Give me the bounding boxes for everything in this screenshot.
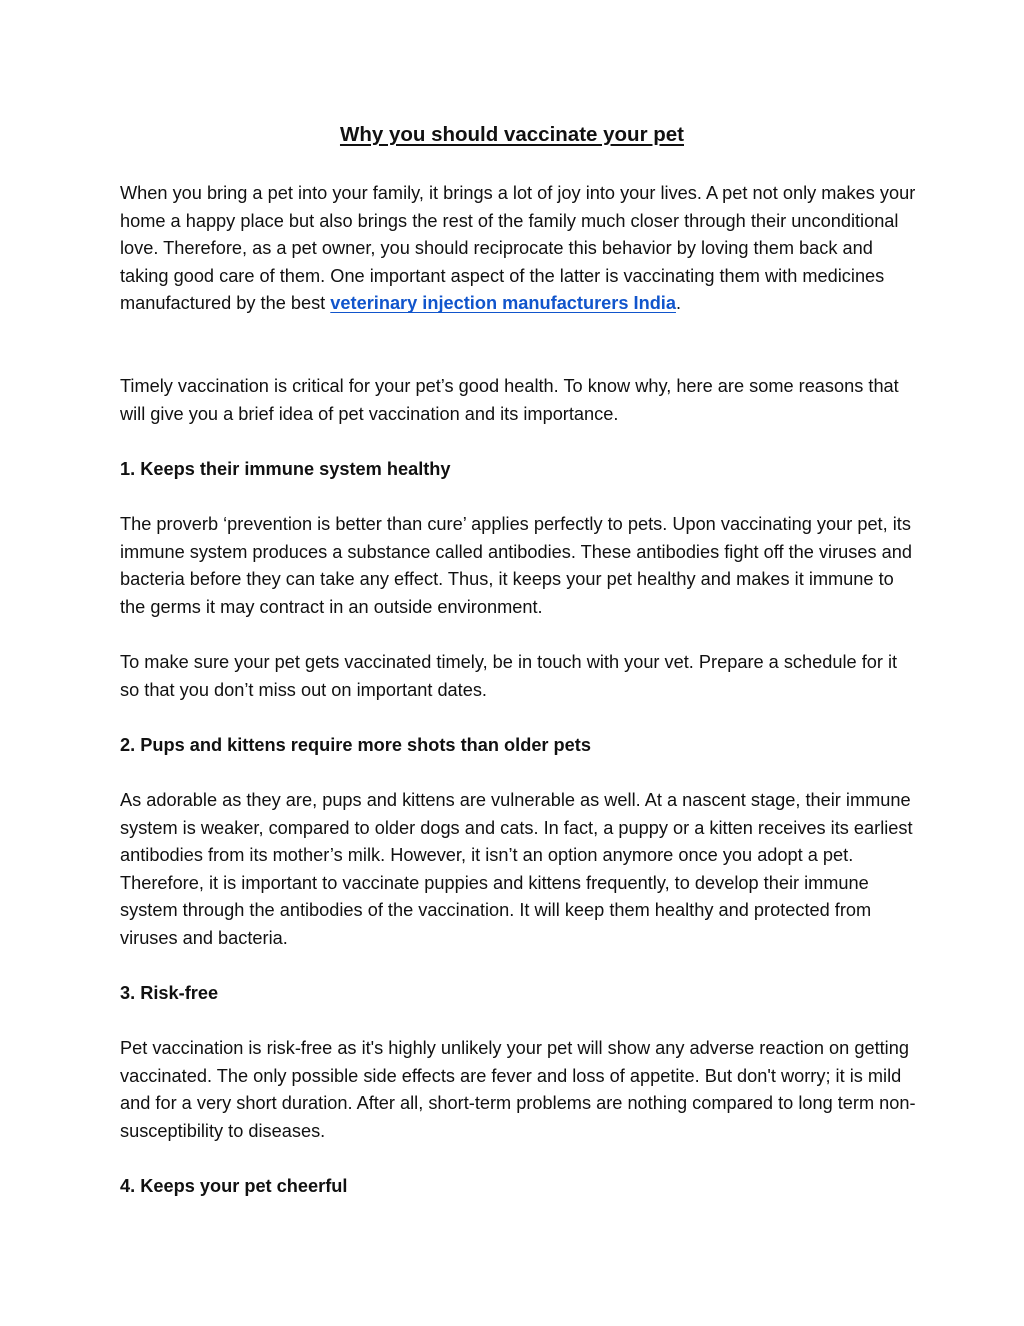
section1-paragraph-2: To make sure your pet gets vaccinated timely, be in touch with your vet. Prepare a schedule for it so that you don’t miss out on important dates. — [120, 652, 898, 700]
section-heading-immune-system: 1. Keeps their immune system healthy — [120, 459, 451, 479]
intro-paragraph — [120, 180, 920, 318]
page-title: Why you should vaccinate your pet — [339, 123, 684, 146]
intro-text: When you bring a pet into your family, it brings a lot of joy into your lives. A pet not only makes your home a happy place but also brings the rest of the family much closer through their unconditional love. Therefore, as a pet owner, you should reciprocate this behavior by loving them back and taking good care of them. One important aspect of the latter is vaccinating them with medicines manufactured by the best — [120, 183, 916, 314]
section3-paragraph-1: Pet vaccination is risk-free as it's highly unlikely your pet will show any adverse reaction on getting vaccinated. The only possible side effects are fever and loss of appetite. But don't worry; it is mild and for a very short duration. After all, short-term problems are nothing compared to long term non-susceptibility to diseases. — [120, 1038, 916, 1141]
timely-vaccination-paragraph: Timely vaccination is critical for your pet’s good health. To know why, here are some reasons that will give you a brief idea of pet vaccination and its importance. — [120, 376, 899, 424]
veterinary-injection-link[interactable]: veterinary injection manufacturers India — [330, 293, 676, 314]
section1-paragraph-1: The proverb ‘prevention is better than cure’ applies perfectly to pets. Upon vaccinating your pet, its immune system produces a substance called antibodies. These antibodies fight off the viruses and bacteria before they can take any effect. Thus, it keeps your pet healthy and makes it immune to the germs it may contract in an outside environment. — [120, 514, 912, 617]
intro-text-end: . — [675, 293, 682, 314]
section2-paragraph-1: As adorable as they are, pups and kittens are vulnerable as well. At a nascent stage, their immune system is weaker, compared to older dogs and cats. In fact, a puppy or a kitten receives its earliest antibodies from its mother’s milk. However, it isn’t an option anymore once you adopt a pet. Therefore, it is important to vaccinate puppies and kittens frequently, to develop their immune system through the antibodies of the vaccination. It will keep them healthy and protected from viruses and bacteria. — [120, 790, 913, 948]
section-heading-pups-kittens: 2. Pups and kittens require more shots than older pets — [120, 735, 591, 755]
section-heading-risk-free: 3. Risk-free — [120, 983, 219, 1003]
section-heading-cheerful: 4. Keeps your pet cheerful — [120, 1176, 348, 1196]
